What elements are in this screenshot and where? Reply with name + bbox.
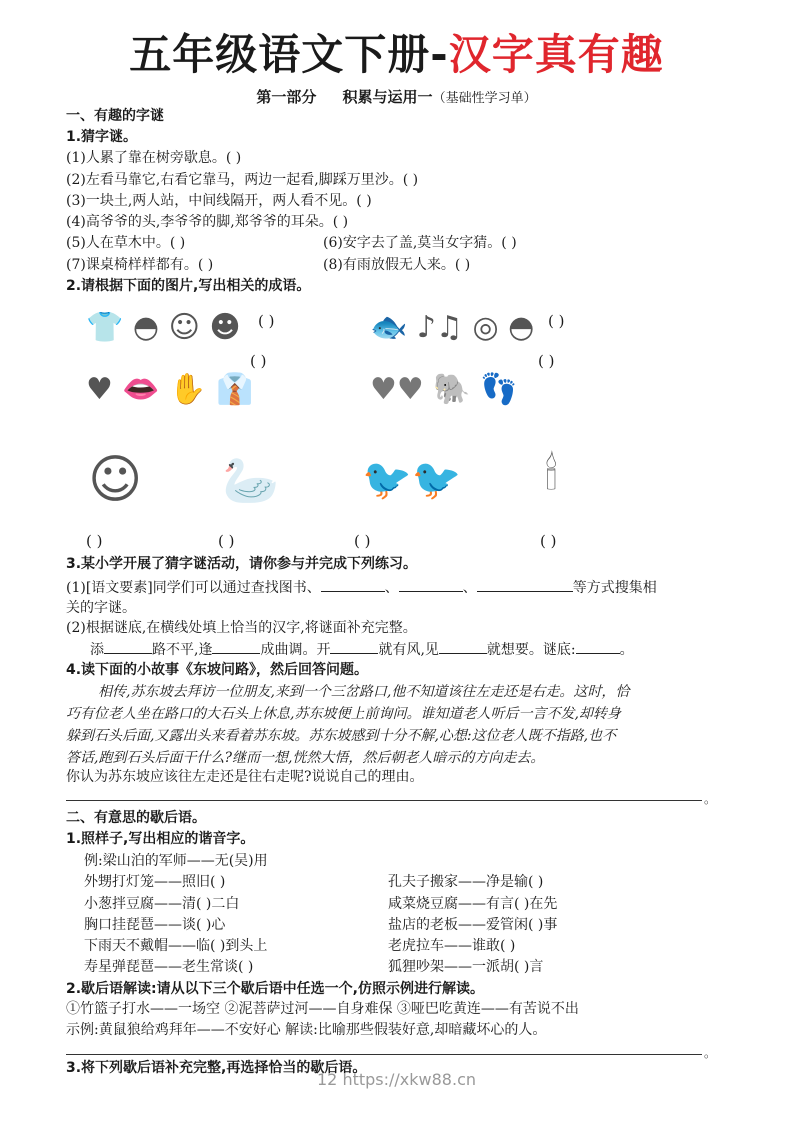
answer-paren: ( )	[354, 532, 371, 550]
page-title	[0, 22, 793, 82]
subtitle-part: 第一部分	[256, 88, 317, 106]
fill-blank[interactable]	[439, 639, 487, 654]
answer-paren: ( )	[540, 532, 557, 550]
story-line: 巧有位老人坐在路口的大石头上休息,苏东坡便上前询问。谁知道老人听后一言不发,却转身	[66, 706, 621, 722]
riddle: (7)课桌椅样样都有。( )	[66, 257, 214, 273]
s2-q2-heading: 2.歇后语解读:请从以下三个歇后语中任选一个,仿照示例进行解读。	[66, 981, 484, 997]
answer-paren: ( )	[548, 312, 565, 330]
xiehouyu-left: 外甥打灯笼——照旧( )	[84, 874, 226, 890]
story-line: 相传,苏东坡去拜访一位朋友,来到一个三岔路口,他不知道该往左走还是右走。这时，恰	[98, 684, 630, 700]
q3-text: 关的字谜。	[66, 600, 136, 616]
xiehouyu-right: 孔夫子搬家——净是输( )	[388, 874, 544, 890]
fill-blank[interactable]	[212, 639, 260, 654]
options: ①竹篮子打水——一场空 ②泥菩萨过河——自身难保 ③哑巴吃黄连——有苦说不出	[66, 1001, 579, 1017]
riddle: (5)人在草木中。( )	[66, 235, 186, 251]
q3-part1	[66, 577, 657, 598]
q3-heading: 3.某小学开展了猜字谜活动，请你参与并完成下列练习。	[66, 556, 418, 572]
q4-question: 你认为苏东坡应该往左走还是往右走呢?说说自己的理由。	[66, 769, 424, 785]
q4-heading: 4.读下面的小故事《东坡问路》，然后回答问题。	[66, 662, 369, 678]
answer-paren: ( )	[538, 352, 555, 370]
picture-hearts-elephant-footprints: ♥♥ 🐘 👣	[370, 372, 518, 407]
riddle-fill-line	[90, 639, 634, 660]
section2-heading: 二、有意思的歇后语。	[66, 810, 206, 826]
xiehouyu-right: 盐店的老板——爱管闲( )事	[388, 917, 558, 933]
fill-text: 成曲调。开	[260, 642, 331, 658]
fill-text: 路不平,逢	[152, 642, 213, 658]
xiehouyu-left: 寿星弹琵琶——老生常谈( )	[84, 959, 254, 975]
picture-moth-candle: 🕯	[545, 449, 558, 500]
riddle: (3)一块土,两人站，中间线隔开，两人看不见。( )	[66, 193, 372, 209]
riddle: (6)安字去了盖,莫当女字猜。( )	[323, 235, 517, 251]
xiehouyu-right: 咸菜烧豆腐——有言( )在先	[388, 896, 558, 912]
xiehouyu-left: 小葱拌豆腐——清( )二白	[84, 896, 240, 912]
picture-fish-music-swirl-rice: 🐟 ♪♫ ◎ ◓	[370, 310, 535, 345]
fill-blank[interactable]	[477, 577, 573, 592]
subtitle-note: （基础性学习单）	[432, 91, 537, 106]
story-line: 躲到石头后面,又露出头来看着苏东坡。苏东坡感到十分不解,心想:这位老人既不指路,也不	[66, 728, 617, 744]
riddle: (2)左看马靠它,右看它靠马，两边一起看,脚踩万里沙。( )	[66, 172, 419, 188]
riddle: (8)有雨放假无人来。( )	[323, 257, 471, 273]
title-main: 五年级语文下册-	[129, 30, 449, 79]
section1-heading: 一、有趣的字谜	[66, 108, 164, 124]
answer-line[interactable]	[66, 1054, 702, 1055]
q3-text: 等方式搜集相	[572, 580, 657, 596]
example: 例:梁山泊的军师——无(吴)用	[84, 853, 268, 869]
fill-text: 添	[90, 642, 104, 658]
answer-paren: ( )	[218, 532, 235, 550]
xiehouyu-left: 下雨天不戴帽——临( )到头上	[84, 938, 268, 954]
picture-laughing-man: ☺	[88, 450, 143, 510]
fill-blank[interactable]	[104, 639, 152, 654]
fill-blank[interactable]	[321, 577, 385, 592]
xiehouyu-left: 胸口挂琵琶——谈( )心	[84, 917, 226, 933]
period: 。	[704, 1046, 717, 1060]
fill-blank[interactable]	[576, 639, 620, 654]
watermark: 12 https://xkw88.cn	[317, 1070, 476, 1089]
riddle: (4)高爷爷的头,李爷爷的脚,郑爷爷的耳朵。( )	[66, 214, 349, 230]
picture-heart-lips-hand-shirt: ♥ 👄 ✋ 👔	[86, 372, 254, 407]
fill-blank[interactable]	[330, 639, 378, 654]
riddle: (1)人累了靠在树旁歇息。( )	[66, 150, 242, 166]
fill-text: 就有风,见	[378, 642, 439, 658]
answer-paren: ( )	[86, 532, 103, 550]
sample: 示例:黄鼠狼给鸡拜年——不安好心 解读:比喻那些假装好意,却暗藏坏心的人。	[66, 1022, 547, 1038]
q3-text: (1)[语文要素]同学们可以通过查找图书、	[66, 580, 321, 596]
subtitle-name: 积累与运用一	[342, 88, 433, 106]
q2-heading: 2.请根据下面的图片,写出相关的成语。	[66, 278, 311, 294]
answer-paren: ( )	[250, 352, 267, 370]
answer-line[interactable]	[66, 800, 702, 801]
xiehouyu-right: 老虎拉车——谁敢( )	[388, 938, 516, 954]
fill-text: 就想要。谜底:	[486, 642, 576, 658]
subtitle	[0, 86, 793, 107]
picture-birds: 🐦🐦	[362, 457, 462, 503]
s2-q1-heading: 1.照样子,写出相应的谐音字。	[66, 831, 255, 847]
separator: 、	[384, 580, 399, 596]
picture-clothes-bun-faces: 👕 ◓ ☺ ☻	[86, 310, 241, 345]
answer-paren: ( )	[258, 312, 275, 330]
separator: 、	[462, 580, 477, 596]
period: 。	[704, 792, 717, 806]
q3-part2: (2)根据谜底,在横线处填上恰当的汉字,将谜面补充完整。	[66, 620, 417, 636]
picture-crane-chicks: 🦢	[222, 453, 280, 507]
xiehouyu-right: 狐狸吵架——一派胡( )言	[388, 959, 544, 975]
fill-blank[interactable]	[399, 577, 463, 592]
title-highlight: 汉字真有趣	[448, 30, 664, 79]
q1-heading: 1.猜字谜。	[66, 129, 138, 145]
story-line: 答话,跑到石头后面干什么?继而一想,恍然大悟，然后朝老人暗示的方向走去。	[66, 750, 545, 766]
fill-text: 。	[619, 642, 634, 658]
s2-q3-heading: 3.将下列歇后语补充完整,再选择恰当的歇后语。	[66, 1060, 367, 1076]
